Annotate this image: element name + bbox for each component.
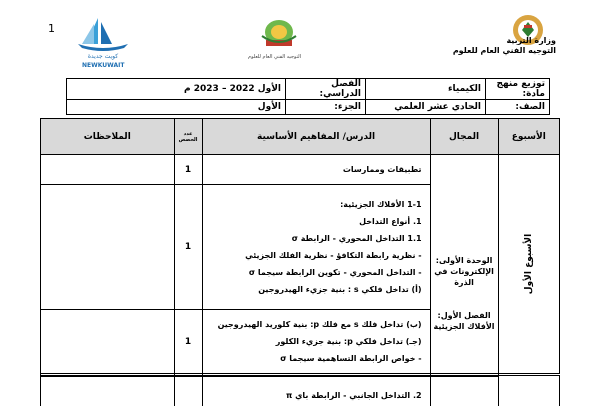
lesson-line: 1.1 التداخل المحوري - الرابطة σ [291, 234, 422, 243]
notes-cell [41, 310, 175, 374]
lesson-line: - التداخل المحوري - تكوين الرابطة سيجما σ [248, 268, 422, 277]
lesson-cell [202, 155, 430, 185]
lesson-cell [202, 310, 430, 374]
count-header: عدد الحصص [174, 119, 202, 155]
lesson-line: 1-1 الأفلاك الجزيئية: [340, 200, 422, 209]
lesson-line: (أ) تداخل فلكي s : بنية جزيء الهيدروجين [258, 285, 422, 294]
lesson-header: الدرس/ المفاهيم الأساسية [202, 119, 430, 155]
part-label: الجزء: [286, 100, 366, 115]
field-header: المجال [430, 119, 498, 155]
notes-header: الملاحظات [41, 119, 175, 155]
term-label: الفصل الدراسي: [286, 79, 366, 100]
lesson-line: 2. التداخل الجانبي - الرابطة باي π [285, 390, 422, 400]
lesson-cell [202, 185, 430, 310]
week-label: الأسبوع الأول [523, 233, 534, 295]
field-chapter: الفصل الأول: الأفلاك الجزيئية [433, 310, 495, 331]
lesson-line: (ب) تداخل فلك s مع فلك p: بنية كلوريد الهيدروجين [217, 320, 422, 329]
week-cell [498, 376, 559, 406]
lesson-line: - خواص الرابطة التساهمية سيجما σ [280, 354, 422, 363]
lesson-line: تطبيقات وممارسات [342, 165, 422, 174]
count-cell: 1 [174, 155, 202, 185]
term-value: الأول 2022 – 2023 م [67, 79, 286, 100]
week-header: الأسبوع [498, 119, 559, 155]
lesson-line: 1. أنواع التداخل [359, 217, 422, 226]
count-cell: 1 [174, 310, 202, 374]
field-unit: الوحدة الأولى: الإلكترونات في الذرة [434, 255, 494, 287]
grade-label: الصف: [486, 100, 550, 115]
ministry-line2: التوجيه الفني العام للعلوم [452, 46, 556, 55]
svg-text:كويت جديدة: كويت جديدة [87, 53, 119, 60]
notes-cell [41, 155, 175, 185]
field-cell [430, 376, 498, 406]
new-kuwait-logo [68, 14, 138, 68]
ministry-name [436, 36, 556, 56]
week-cell [498, 155, 559, 374]
notes-cell [41, 376, 175, 406]
lesson-cell [202, 376, 430, 406]
page-number: 1 [48, 22, 55, 35]
count-cell [174, 376, 202, 406]
table-row [41, 155, 560, 185]
curriculum-meta-table [66, 78, 550, 115]
distribution-label: توزيع منهج مادة: [486, 79, 550, 100]
lesson-line: (جـ) تداخل فلكي p: بنية جزيء الكلور [275, 337, 422, 346]
left-logo-caption: NEWKUWAIT [82, 62, 125, 69]
science-guidance-logo [248, 14, 310, 54]
mid-logo-caption: التوجيه الفني العام للعلوم [248, 54, 302, 60]
grade-value: الحادي عشر العلمي [366, 100, 486, 115]
field-cell [430, 155, 498, 374]
table-header-row [41, 119, 560, 155]
notes-cell [41, 185, 175, 310]
subject-value: الكيمياء [366, 79, 486, 100]
count-cell: 1 [174, 185, 202, 310]
table-row [41, 376, 560, 406]
ministry-line1: وزارة التربية [506, 36, 556, 45]
part-value: الأول [67, 100, 286, 115]
lesson-line: - نظرية رابطة التكافؤ - نظرية الفلك الجزيئي [245, 251, 422, 260]
curriculum-plan-table [40, 118, 560, 406]
